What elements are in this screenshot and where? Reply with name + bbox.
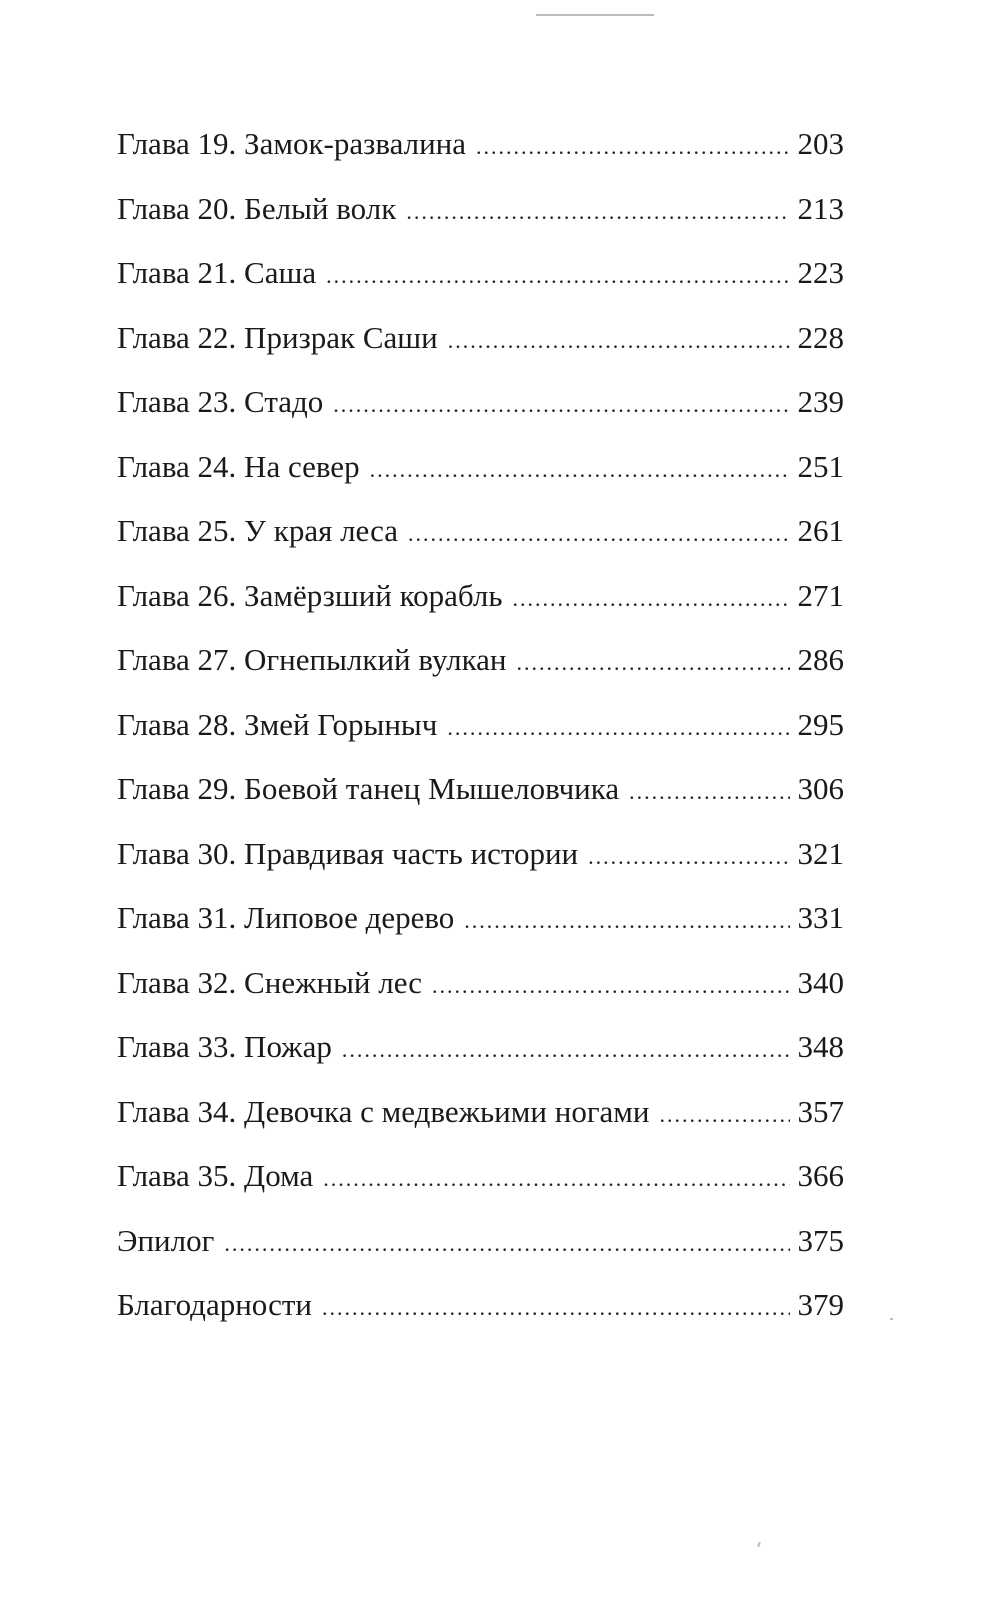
toc-entry <box>117 822 844 887</box>
toc-entry-page: 223 <box>797 255 844 290</box>
toc-entry-page: 306 <box>797 771 844 806</box>
toc-dot-leader <box>447 696 789 761</box>
toc-entry-title: Глава 20. Белый волк <box>117 190 397 226</box>
toc-entry-title: Глава 22. Призрак Саши <box>117 319 438 355</box>
toc-entry-title: Глава 26. Замёрзший корабль <box>117 577 503 613</box>
toc-dot-leader <box>224 1212 789 1277</box>
toc-entry-title: Глава 25. У края леса <box>117 513 398 548</box>
toc-entry-title: Глава 32. Снежный лес <box>117 964 423 1000</box>
toc-entry-page: 357 <box>797 1093 844 1129</box>
toc-dot-leader <box>406 180 789 245</box>
toc-entry-title: Глава 19. Замок-развалина <box>117 126 467 161</box>
toc-entry-title: Глава 21. Саша <box>117 255 317 290</box>
toc-entry-page: 203 <box>797 126 844 161</box>
toc-entry-page: 331 <box>797 900 844 935</box>
toc-entry-page: 271 <box>797 577 844 613</box>
toc-entry-title: Благодарности <box>117 1287 312 1322</box>
toc-dot-leader <box>408 502 790 567</box>
toc-entry <box>117 241 844 306</box>
toc-entry-page: 295 <box>797 706 844 742</box>
toc-dot-leader <box>326 244 789 309</box>
toc-dot-leader <box>370 438 790 503</box>
toc-entry-page: 213 <box>797 190 844 226</box>
toc-entry-page: 261 <box>797 513 844 548</box>
table-of-contents <box>117 112 844 1338</box>
toc-dot-leader <box>333 373 789 438</box>
toc-entry-page: 375 <box>797 1222 844 1258</box>
toc-entry-title: Эпилог <box>117 1222 215 1258</box>
toc-entry-page: 251 <box>797 448 844 484</box>
toc-dot-leader <box>448 309 790 374</box>
toc-entry <box>117 886 844 951</box>
toc-dot-leader <box>432 954 789 1019</box>
toc-dot-leader <box>513 567 790 632</box>
toc-dot-leader <box>588 825 789 890</box>
toc-entry <box>117 112 844 177</box>
toc-entry-page: 286 <box>797 642 844 677</box>
toc-entry-title: Глава 29. Боевой танец Мышеловчика <box>117 771 620 806</box>
toc-entry <box>117 628 844 693</box>
toc-entry <box>117 370 844 435</box>
toc-dot-leader <box>629 760 789 825</box>
toc-entry <box>117 499 844 564</box>
toc-dot-leader <box>517 631 790 696</box>
toc-entry <box>117 1015 844 1080</box>
toc-entry <box>117 177 844 242</box>
toc-entry-page: 239 <box>797 384 844 419</box>
scan-speck <box>757 1542 761 1547</box>
toc-entry <box>117 306 844 371</box>
toc-dot-leader <box>322 1276 790 1341</box>
toc-dot-leader <box>660 1083 790 1148</box>
toc-entry <box>117 1144 844 1209</box>
toc-entry <box>117 693 844 758</box>
toc-entry <box>117 564 844 629</box>
toc-entry <box>117 1080 844 1145</box>
toc-entry <box>117 1209 844 1274</box>
toc-entry-title: Глава 30. Правдивая часть истории <box>117 835 579 871</box>
scan-speck <box>890 1318 893 1320</box>
toc-entry <box>117 435 844 500</box>
toc-entry-page: 340 <box>797 964 844 1000</box>
toc-entry-title: Глава 35. Дома <box>117 1158 314 1193</box>
toc-entry <box>117 951 844 1016</box>
toc-entry-title: Глава 33. Пожар <box>117 1029 332 1064</box>
toc-entry-title: Глава 27. Огнепылкий вулкан <box>117 642 507 677</box>
toc-entry-page: 366 <box>797 1158 844 1193</box>
top-scan-mark <box>536 14 654 16</box>
toc-dot-leader <box>476 115 789 180</box>
toc-entry-page: 228 <box>797 319 844 355</box>
toc-entry <box>117 757 844 822</box>
toc-entry-title: Глава 24. На север <box>117 448 360 484</box>
toc-dot-leader <box>323 1147 789 1212</box>
toc-entry-title: Глава 28. Змей Горыныч <box>117 706 438 742</box>
toc-entry-page: 379 <box>797 1287 844 1322</box>
toc-entry-title: Глава 23. Стадо <box>117 384 324 419</box>
toc-entry-title: Глава 31. Липовое дерево <box>117 900 455 935</box>
toc-dot-leader <box>464 889 789 954</box>
toc-entry-page: 321 <box>797 835 844 871</box>
toc-entry-title: Глава 34. Девочка с медвежьими ногами <box>117 1093 650 1129</box>
toc-dot-leader <box>342 1018 790 1083</box>
toc-entry <box>117 1273 844 1338</box>
toc-entry-page: 348 <box>797 1029 844 1064</box>
